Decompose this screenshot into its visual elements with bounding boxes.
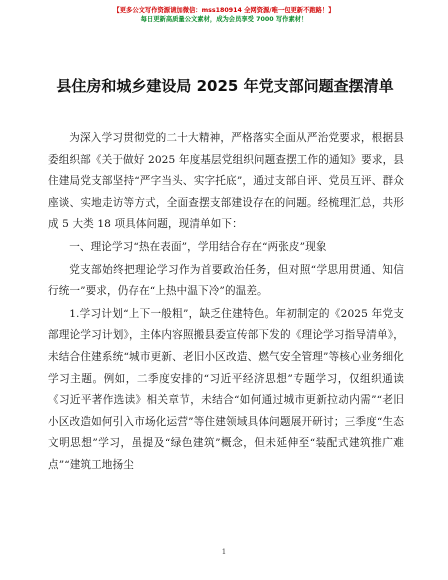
section-heading-1: 一、理论学习“热在表面”，学用结合存在“两张皮”现象 bbox=[69, 240, 327, 253]
promo-banner-line-2: 每日更新高质量公文素材，成为会员享受 7000 写作素材！ bbox=[140, 16, 308, 23]
document-title: 县住房和城乡建设局 2025 年党支部问题查摆清单 bbox=[56, 77, 394, 95]
section-paragraph: 党支部始终把理论学习作为首要政治任务，但对照“学思用贯通、知信行统一”要求，仍存在“上热中温下冷”的温差。 bbox=[48, 263, 404, 298]
intro-paragraph: 为深入学习贯彻党的二十大精神，严格落实全面从严治党要求，根据县委组织部《关于做好 2025 年度基层党组织问题查摆工作的通知》要求，县住建局党支部坚持“严字当头、实字托底”，通过支部自评、党员互评、群众座谈、实地走访等方式，全面查摆支部建设存在的问题。经梳理汇总，共形成 5 大类 18 项具体问题，现清单如下： bbox=[48, 132, 404, 231]
document-body bbox=[48, 128, 404, 477]
promo-banner bbox=[0, 6, 448, 24]
promo-banner-line-1: 【更多公文写作资源请加微信：mss180914 全网资源/唯一包更新不跑路！】 bbox=[113, 7, 335, 14]
issue-item-1: 1.学习计划“上下一般粗”，缺乏住建特色。年初制定的《2025 年党支部理论学习计划》，主体内容照搬县委宣传部下发的《理论学习指导清单》，未结合住建系统“城市更新、老旧小区改造、燃气安全管理”等核心业务细化学习主题。例如，二季度安排的“习近平经济思想”专题学习，仅组织通读《习近平著作选读》相关章节，未结合“如何通过城市更新拉动内需”“老旧小区改造如何引入市场化运营”等住建领域具体问题展开研讨；三季度“生态文明思想”学习，虽提及“绿色建筑”概念，但未延伸至“装配式建筑推广难点”“建筑工地扬尘 bbox=[48, 307, 404, 471]
page-number: 1 bbox=[221, 548, 227, 556]
